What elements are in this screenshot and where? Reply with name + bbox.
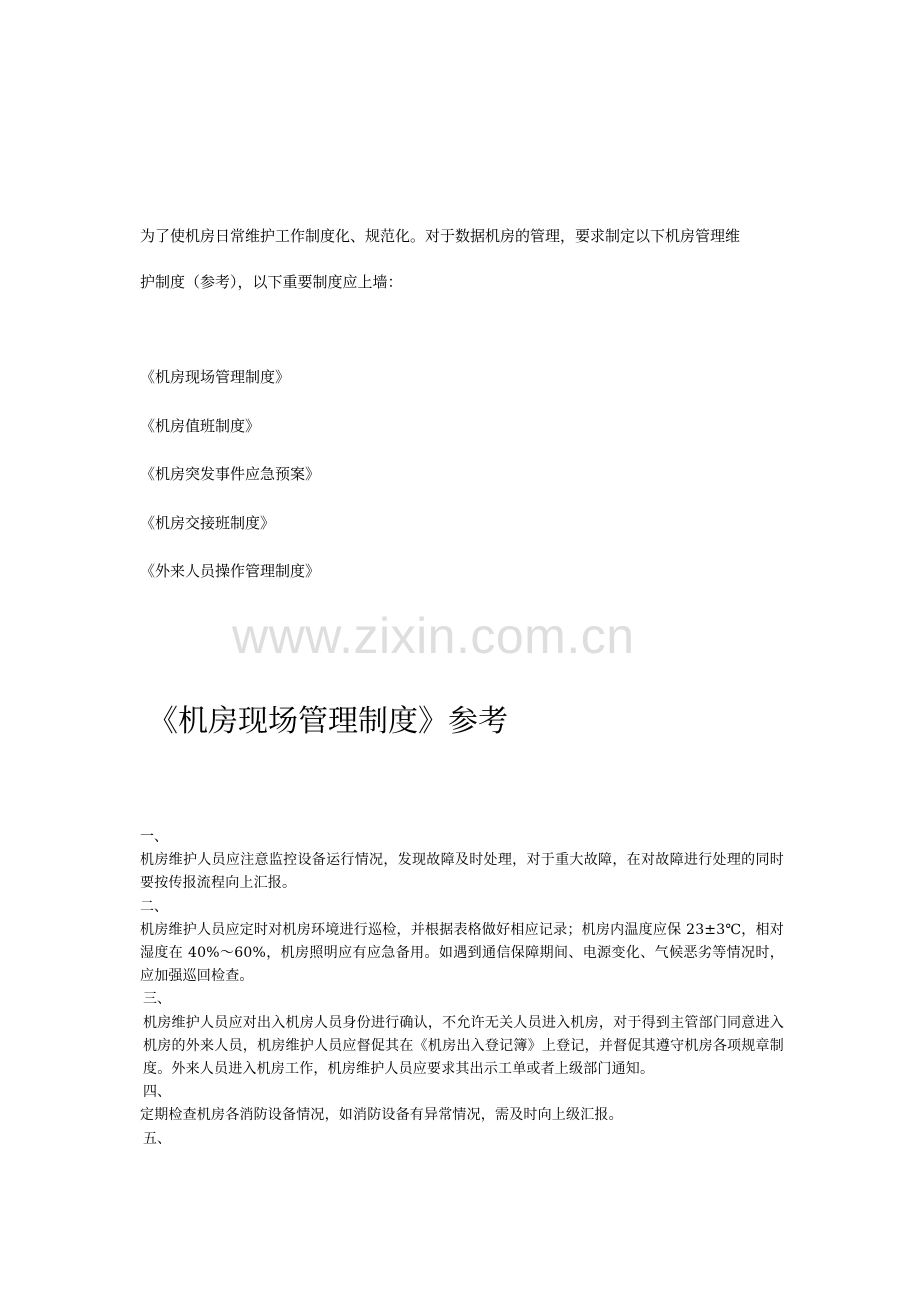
clause-text: 机房维护人员应定时对机房环境进行巡检，并根据表格做好相应记录；机房内温度应保 23±3℃，相对湿度在 40%～60%，机房照明应有应急备用。如遇到通信保障期间、电源变化、气候恶劣等情况时，应加强巡回检查。 bbox=[140, 921, 784, 985]
regulation-list bbox=[140, 367, 320, 610]
regulation-list-item: 《机房突发事件应急预案》 bbox=[140, 465, 321, 483]
intro-line-2: 护制度（参考），以下重要制度应上墙： bbox=[140, 273, 403, 291]
section-title: 《机房现场管理制度》参考 bbox=[148, 704, 508, 739]
clause-number: 四、 bbox=[143, 1084, 171, 1101]
clause-text: 机房维护人员应对出入机房人员身份进行确认，不允许无关人员进入机房，对于得到主管部门同意进入机房的外来人员，机房维护人员应督促其在《机房出入登记簿》上登记，并督促其遵守机房各项规章制度。外来人员进入机房工作，机房维护人员应要求其出示工单或者上级部门通知。 bbox=[143, 1014, 784, 1078]
regulation-list-item: 《外来人员操作管理制度》 bbox=[140, 562, 321, 580]
regulation-list-item: 《机房值班制度》 bbox=[140, 416, 261, 435]
clause-number: 五、 bbox=[143, 1130, 171, 1147]
clause-number: 三、 bbox=[143, 991, 171, 1008]
clause-text: 机房维护人员应注意监控设备运行情况，发现故障及时处理，对于重大故障，在对故障进行处理的同时要按传报流程向上汇报。 bbox=[140, 852, 784, 892]
regulation-list-item: 《机房现场管理制度》 bbox=[140, 368, 291, 386]
clause-number: 一、 bbox=[140, 829, 168, 845]
clause-text: 定期检查机房各消防设备情况，如消防设备有异常情况，需及时向上级汇报。 bbox=[140, 1107, 623, 1124]
intro-line-1: 为了使机房日常维护工作制度化、规范化。对于数据机房的管理，要求制定以下机房管理维 bbox=[140, 227, 741, 245]
regulation-list-item: 《机房交接班制度》 bbox=[140, 513, 276, 532]
clause-number: 二、 bbox=[140, 898, 168, 915]
watermark: www.zixin.com.cn bbox=[232, 608, 635, 664]
section-body bbox=[140, 826, 784, 1151]
